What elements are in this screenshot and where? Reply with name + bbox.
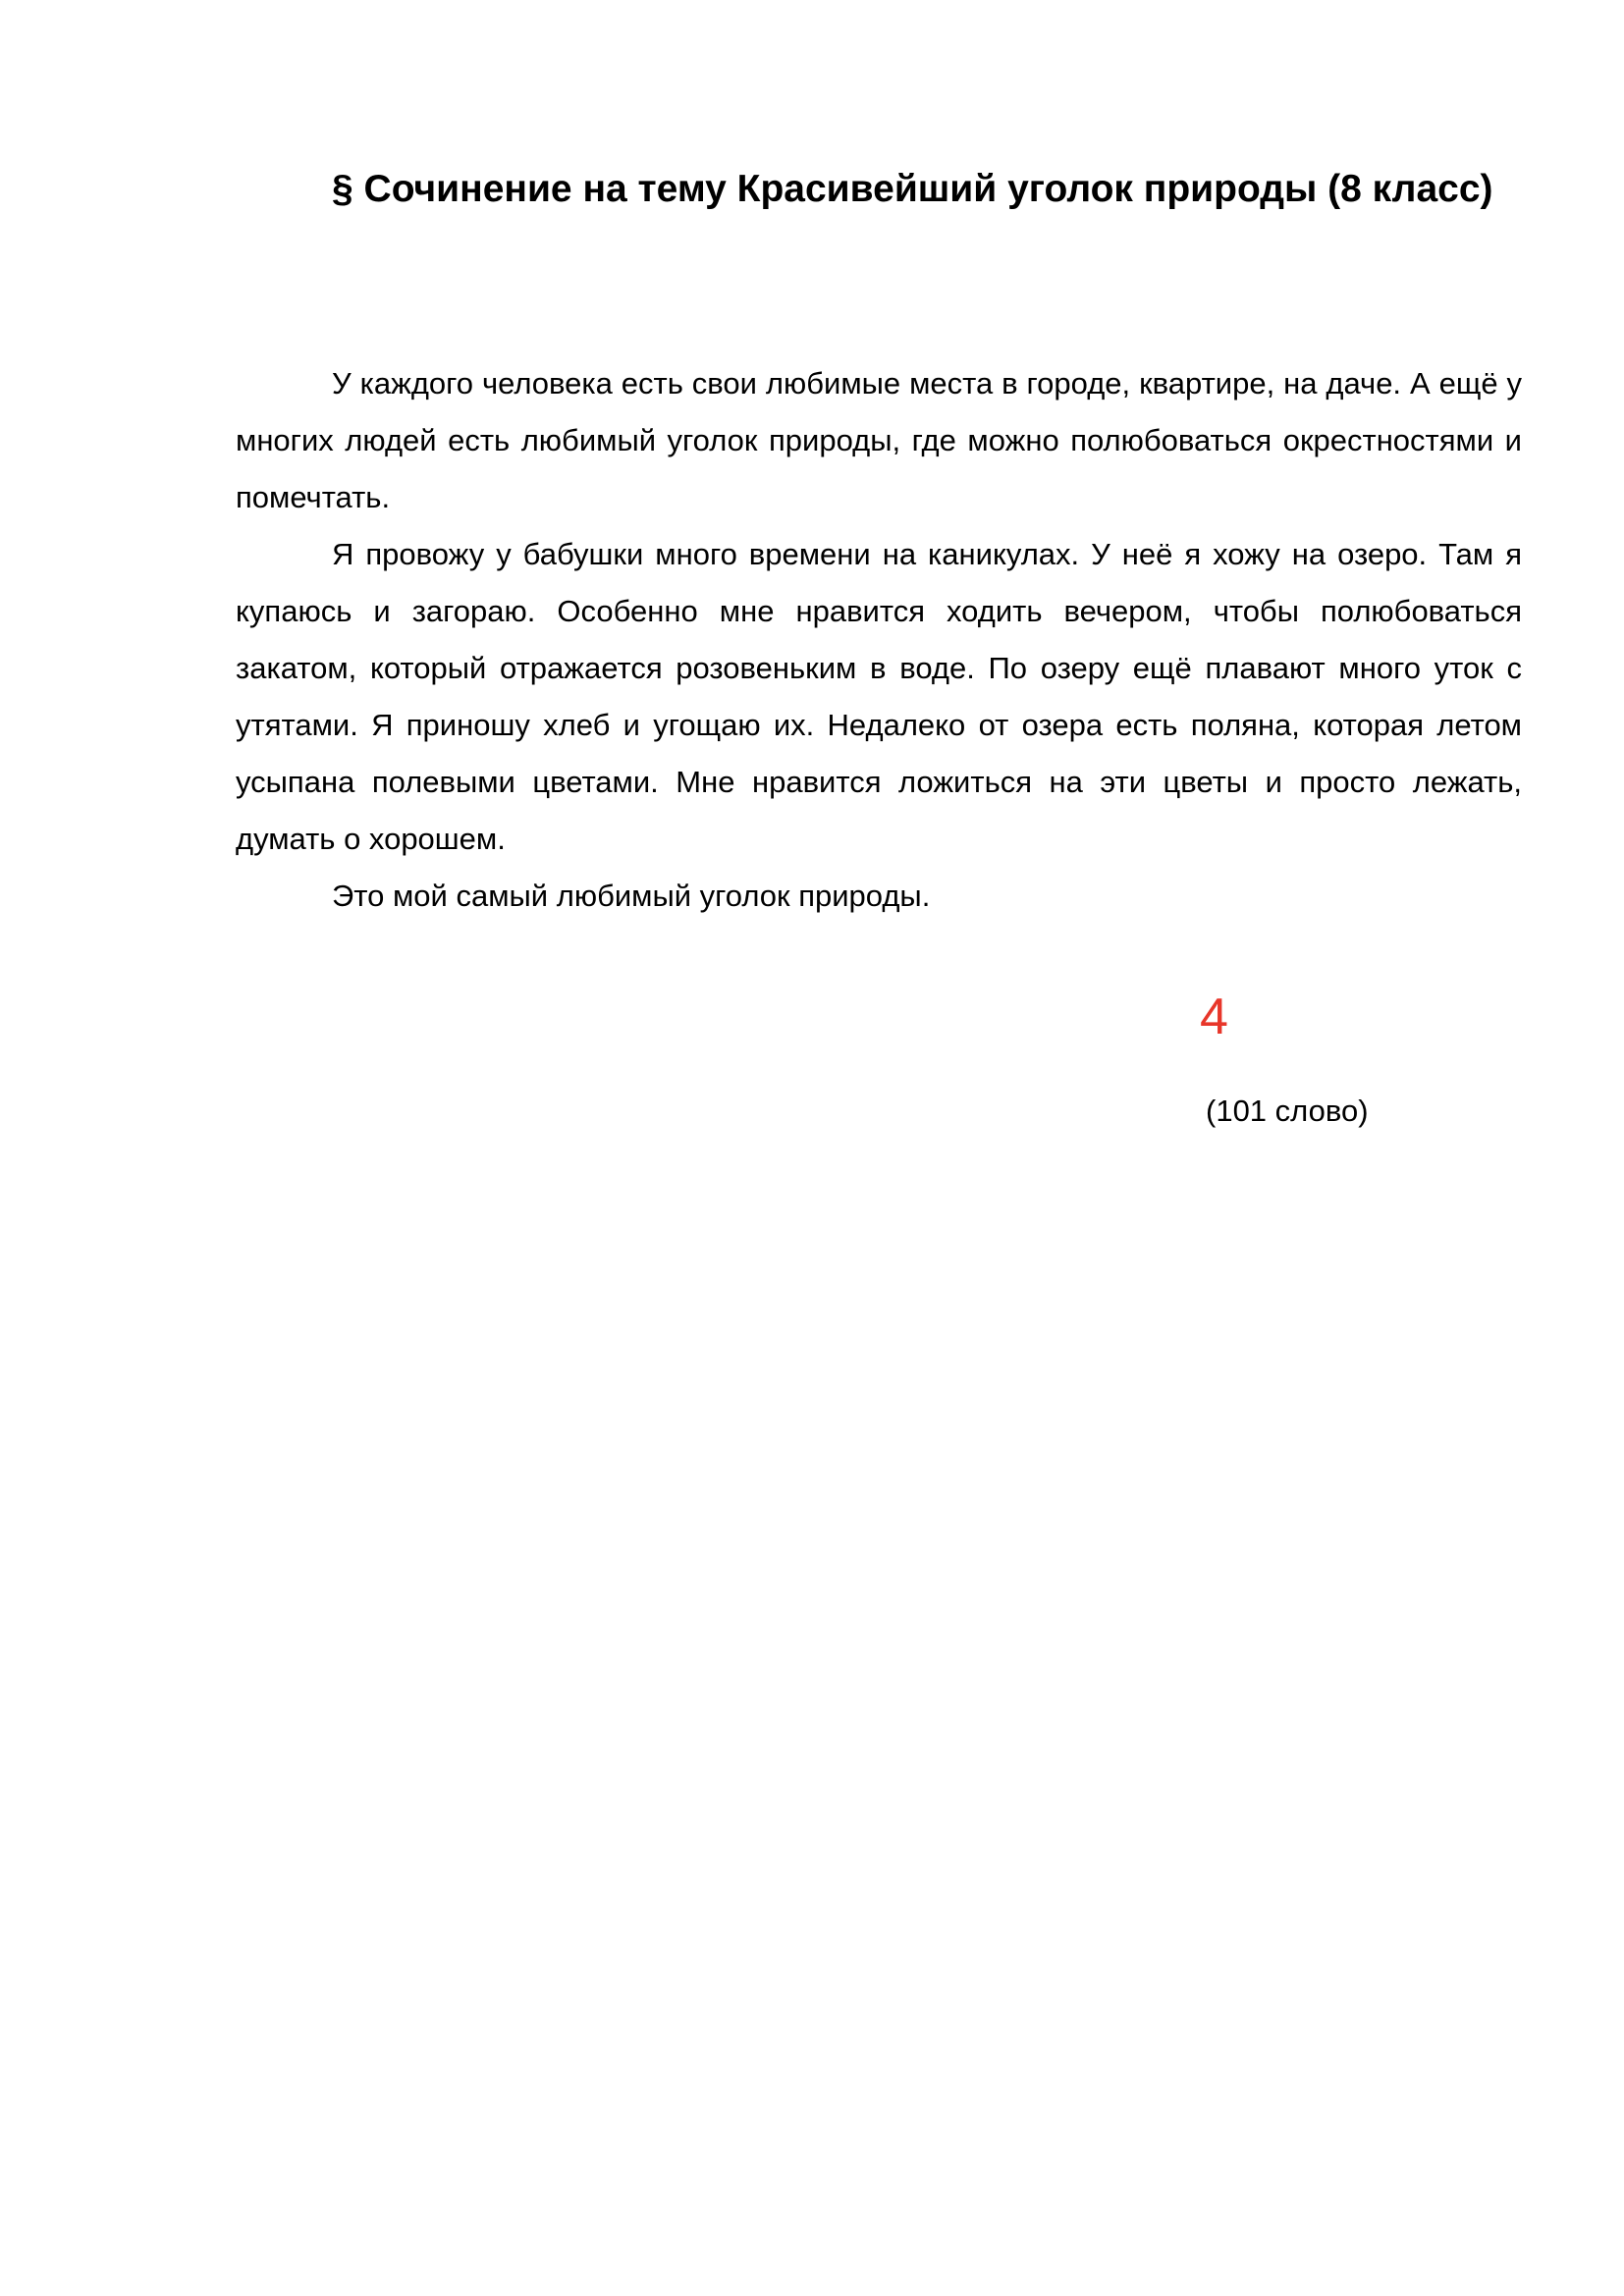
document-title: § Сочинение на тему Красивейший уголок природы (8 класс) xyxy=(332,168,1493,210)
essay-paragraph-1: У каждого человека есть свои любимые места в городе, квартире, на даче. А ещё у многих людей есть любимый уголок природы, где можно полюбоваться окрестностями и помечтать. xyxy=(236,366,1522,514)
essay-paragraph-2: Я провожу у бабушки много времени на каникулах. У неё я хожу на озеро. Там я купаюсь и загораю. Особенно мне нравится ходить вечером, чтобы полюбоваться закатом, который отражается розовеньким в воде. По озеру ещё плавают много уток с утятами. Я приношу хлеб и угощаю их. Недалеко от озера есть поляна, которая летом усыпана полевыми цветами. Мне нравится ложиться на эти цветы и просто лежать, думать о хорошем. xyxy=(236,537,1522,856)
essay-body xyxy=(236,355,1522,925)
grade-mark: 4 xyxy=(1200,988,1228,1045)
word-count: (101 слово) xyxy=(1206,1094,1369,1128)
essay-paragraph-3: Это мой самый любимый уголок природы. xyxy=(332,879,931,913)
